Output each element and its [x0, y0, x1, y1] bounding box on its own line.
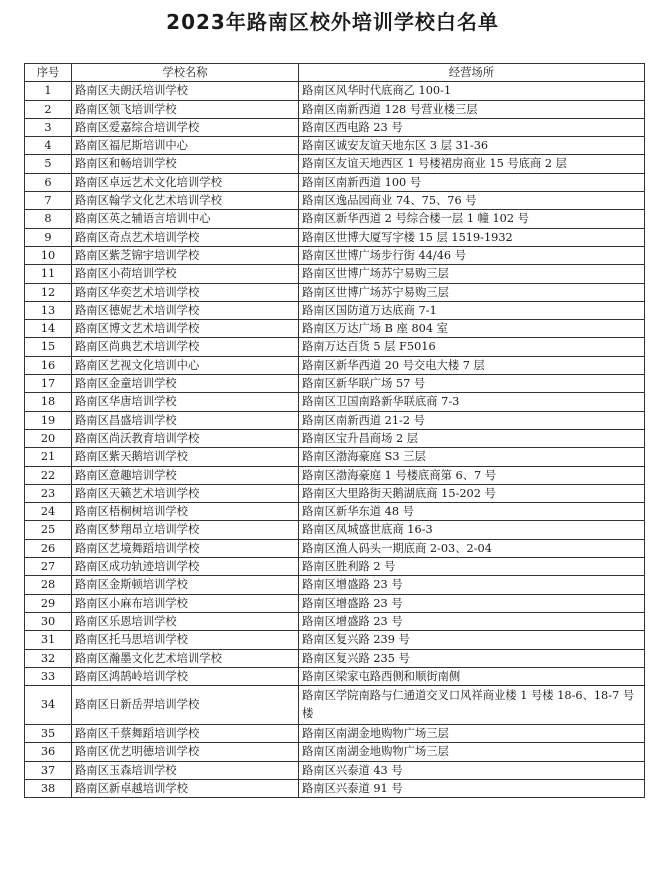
school-address: 路南区大里路街天鹅湖底商 15-202 号 [299, 484, 645, 502]
school-name: 路南区紫芝锦宇培训学校 [72, 246, 299, 264]
header-school-name: 学校名称 [72, 64, 299, 82]
school-name: 路南区夫朗沃培训学校 [72, 82, 299, 100]
table-row [25, 743, 645, 761]
school-address: 路南区凤城盛世底商 16-3 [299, 521, 645, 539]
school-name: 路南区托马思培训学校 [72, 631, 299, 649]
row-number: 2 [25, 100, 72, 118]
school-address: 路南区卫国南路新华联底商 7-3 [299, 393, 645, 411]
table-row [25, 779, 645, 797]
school-name: 路南区昌盛培训学校 [72, 411, 299, 429]
school-address: 路南万达百货 5 层 F5016 [299, 338, 645, 356]
table-row [25, 631, 645, 649]
school-address: 路南区渤海豪庭 1 号楼底商第 6、7 号 [299, 466, 645, 484]
row-number: 1 [25, 82, 72, 100]
school-name: 路南区玉森培训学校 [72, 761, 299, 779]
school-name: 路南区英之辅语言培训中心 [72, 210, 299, 228]
school-address: 路南区增盛路 23 号 [299, 576, 645, 594]
table-row [25, 246, 645, 264]
school-name: 路南区爱嘉综合培训学校 [72, 118, 299, 136]
school-name: 路南区领飞培训学校 [72, 100, 299, 118]
row-number: 33 [25, 667, 72, 685]
school-address: 路南区西电路 23 号 [299, 118, 645, 136]
school-address: 路南区南湖金地购物广场三层 [299, 743, 645, 761]
table-row [25, 173, 645, 191]
school-address: 路南区南新西道 100 号 [299, 173, 645, 191]
school-name: 路南区金斯顿培训学校 [72, 576, 299, 594]
row-number: 18 [25, 393, 72, 411]
school-name: 路南区尚沃教育培训学校 [72, 429, 299, 447]
school-name: 路南区梧桐树培训学校 [72, 503, 299, 521]
school-name: 路南区尚典艺术培训学校 [72, 338, 299, 356]
school-name: 路南区成功轨迹培训学校 [72, 558, 299, 576]
table-row [25, 576, 645, 594]
school-address: 路南区新华东道 48 号 [299, 503, 645, 521]
school-name: 路南区天籁艺术培训学校 [72, 484, 299, 502]
school-address: 路南区世博广场苏宁易购三层 [299, 283, 645, 301]
school-name: 路南区乐恩培训学校 [72, 612, 299, 630]
school-name: 路南区华奕艺术培训学校 [72, 283, 299, 301]
school-name: 路南区和畅培训学校 [72, 155, 299, 173]
school-name: 路南区艺境舞蹈培训学校 [72, 539, 299, 557]
row-number: 3 [25, 118, 72, 136]
row-number: 11 [25, 265, 72, 283]
school-name: 路南区意趣培训学校 [72, 466, 299, 484]
table-row [25, 649, 645, 667]
school-address: 路南区世博大厦写字楼 15 层 1519-1932 [299, 228, 645, 246]
header-address: 经营场所 [299, 64, 645, 82]
table-row [25, 375, 645, 393]
table-row [25, 338, 645, 356]
school-address: 路南区宝升昌商场 2 层 [299, 429, 645, 447]
row-number: 37 [25, 761, 72, 779]
school-name: 路南区日新岳羿培训学校 [72, 686, 299, 725]
school-name: 路南区新卓越培训学校 [72, 779, 299, 797]
school-name: 路南区艺视文化培训中心 [72, 356, 299, 374]
school-address: 路南区兴泰道 43 号 [299, 761, 645, 779]
table-row [25, 667, 645, 685]
table-row [25, 612, 645, 630]
school-address: 路南区渤海豪庭 S3 三层 [299, 448, 645, 466]
school-address: 路南区新华联广场 57 号 [299, 375, 645, 393]
row-number: 7 [25, 192, 72, 210]
row-number: 36 [25, 743, 72, 761]
school-address: 路南区诚安友谊天地东区 3 层 31-36 [299, 137, 645, 155]
row-number: 21 [25, 448, 72, 466]
table-row [25, 228, 645, 246]
row-number: 13 [25, 301, 72, 319]
row-number: 35 [25, 725, 72, 743]
school-address: 路南区学院南路与仁通道交叉口风祥商业楼 1 号楼 18-6、18-7 号楼 [299, 686, 645, 725]
row-number: 14 [25, 320, 72, 338]
row-number: 34 [25, 686, 72, 725]
school-name: 路南区优艺明德培训学校 [72, 743, 299, 761]
school-name: 路南区卓远艺术文化培训学校 [72, 173, 299, 191]
table-row [25, 283, 645, 301]
table-row [25, 594, 645, 612]
school-address: 路南区复兴路 239 号 [299, 631, 645, 649]
header-number: 序号 [25, 64, 72, 82]
row-number: 10 [25, 246, 72, 264]
school-address: 路南区逸品园商业 74、75、76 号 [299, 192, 645, 210]
school-address: 路南区南新西道 21-2 号 [299, 411, 645, 429]
row-number: 25 [25, 521, 72, 539]
row-number: 16 [25, 356, 72, 374]
row-number: 19 [25, 411, 72, 429]
table-row [25, 429, 645, 447]
row-number: 31 [25, 631, 72, 649]
row-number: 5 [25, 155, 72, 173]
row-number: 23 [25, 484, 72, 502]
table-row [25, 320, 645, 338]
school-name: 路南区小荷培训学校 [72, 265, 299, 283]
table-row [25, 82, 645, 100]
row-number: 26 [25, 539, 72, 557]
table-row [25, 192, 645, 210]
table-row [25, 301, 645, 319]
school-address: 路南区万达广场 B 座 804 室 [299, 320, 645, 338]
school-name: 路南区翰学文化艺术培训学校 [72, 192, 299, 210]
row-number: 22 [25, 466, 72, 484]
school-name: 路南区德妮艺术培训学校 [72, 301, 299, 319]
table-row [25, 137, 645, 155]
table-row [25, 118, 645, 136]
school-address: 路南区友谊天地西区 1 号楼裙房商业 15 号底商 2 层 [299, 155, 645, 173]
school-whitelist-table [24, 63, 645, 798]
school-address: 路南区新华西道 20 号交电大楼 7 层 [299, 356, 645, 374]
school-address: 路南区南新西道 128 号营业楼三层 [299, 100, 645, 118]
row-number: 28 [25, 576, 72, 594]
table-row [25, 466, 645, 484]
school-name: 路南区小麻布培训学校 [72, 594, 299, 612]
table-row [25, 448, 645, 466]
table-row [25, 411, 645, 429]
table-row [25, 558, 645, 576]
row-number: 32 [25, 649, 72, 667]
school-name: 路南区奇点艺术培训学校 [72, 228, 299, 246]
school-name: 路南区博文艺术培训学校 [72, 320, 299, 338]
row-number: 30 [25, 612, 72, 630]
row-number: 20 [25, 429, 72, 447]
school-address: 路南区渔人码头一期底商 2-03、2-04 [299, 539, 645, 557]
page-title: 2023年路南区校外培训学校白名单 [166, 10, 499, 34]
table-row [25, 100, 645, 118]
school-name: 路南区千蔡舞蹈培训学校 [72, 725, 299, 743]
school-name: 路南区华唐培训学校 [72, 393, 299, 411]
row-number: 38 [25, 779, 72, 797]
school-address: 路南区增盛路 23 号 [299, 612, 645, 630]
row-number: 24 [25, 503, 72, 521]
table-row [25, 686, 645, 725]
row-number: 12 [25, 283, 72, 301]
row-number: 9 [25, 228, 72, 246]
school-address: 路南区新华西道 2 号综合楼一层 1 幢 102 号 [299, 210, 645, 228]
school-address: 路南区世博广场步行街 44/46 号 [299, 246, 645, 264]
school-name: 路南区福尼斯培训中心 [72, 137, 299, 155]
school-name: 路南区瀚墨文化艺术培训学校 [72, 649, 299, 667]
table-row [25, 725, 645, 743]
school-name: 路南区金童培训学校 [72, 375, 299, 393]
table-header-row [25, 64, 645, 82]
table-row [25, 484, 645, 502]
school-address: 路南区增盛路 23 号 [299, 594, 645, 612]
table-row [25, 761, 645, 779]
table-row [25, 210, 645, 228]
school-name: 路南区梦翔昂立培训学校 [72, 521, 299, 539]
school-address: 路南区国防道万达底商 7-1 [299, 301, 645, 319]
school-address: 路南区复兴路 235 号 [299, 649, 645, 667]
row-number: 17 [25, 375, 72, 393]
school-address: 路南区胜利路 2 号 [299, 558, 645, 576]
school-address: 路南区风华时代底商乙 100-1 [299, 82, 645, 100]
row-number: 6 [25, 173, 72, 191]
table-row [25, 521, 645, 539]
row-number: 27 [25, 558, 72, 576]
row-number: 4 [25, 137, 72, 155]
row-number: 15 [25, 338, 72, 356]
table-row [25, 356, 645, 374]
table-body [25, 82, 645, 798]
school-address: 路南区梁家屯路西侧和顺街南侧 [299, 667, 645, 685]
table-row [25, 265, 645, 283]
table-row [25, 503, 645, 521]
school-address: 路南区南湖金地购物广场三层 [299, 725, 645, 743]
school-name: 路南区紫天鹅培训学校 [72, 448, 299, 466]
row-number: 29 [25, 594, 72, 612]
table-row [25, 539, 645, 557]
school-address: 路南区兴泰道 91 号 [299, 779, 645, 797]
school-address: 路南区世博广场苏宁易购三层 [299, 265, 645, 283]
table-row [25, 155, 645, 173]
row-number: 8 [25, 210, 72, 228]
school-name: 路南区鸿鹄岭培训学校 [72, 667, 299, 685]
table-row [25, 393, 645, 411]
